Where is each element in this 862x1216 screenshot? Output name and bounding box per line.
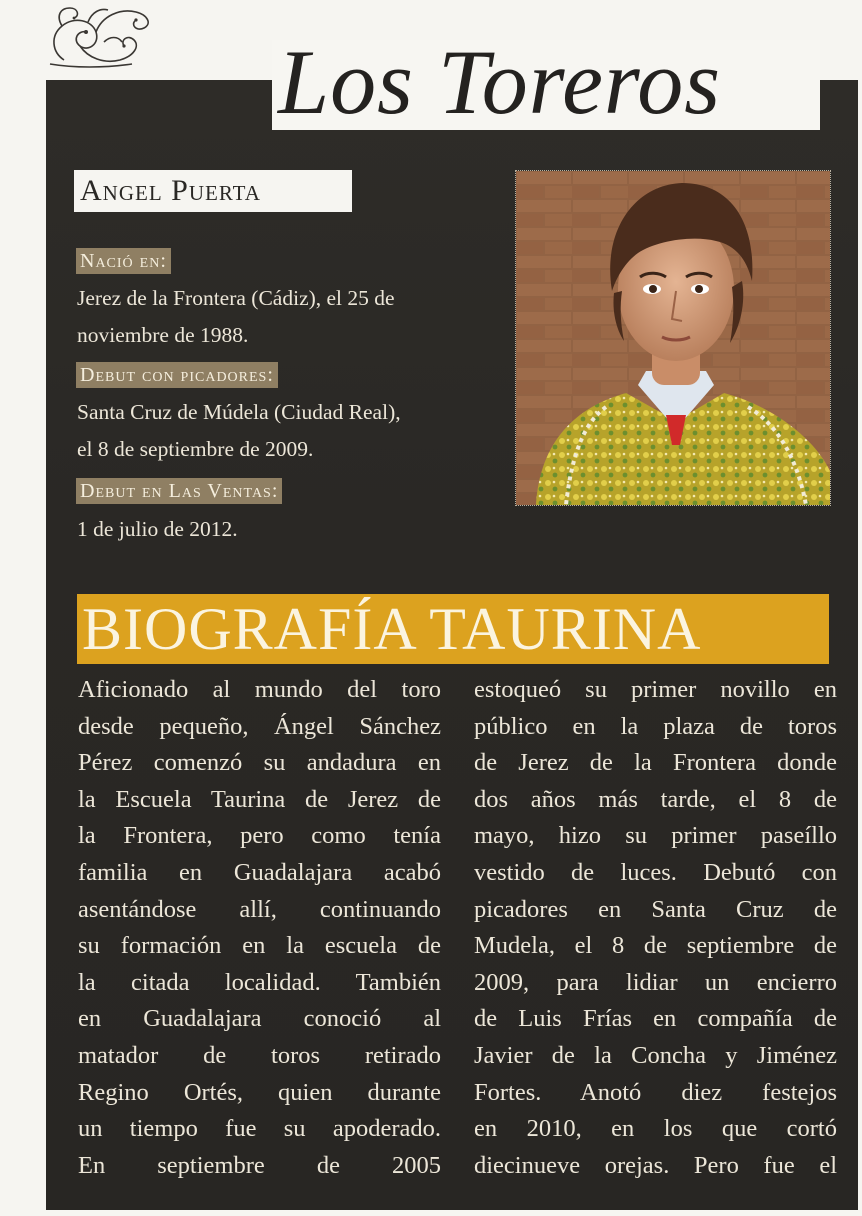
biography-column-1 [78,672,441,1184]
portrait-illustration [516,171,830,505]
text-line: desde pequeño, Ángel Sánchez [78,712,441,740]
text-line: la citada localidad. También [78,968,441,996]
text-line: público en la plaza de toros [474,712,837,740]
text-line: asentándose allí, continuando [78,895,441,923]
text-line: diecinueve orejas. Pero fue el [474,1151,837,1179]
fact-label-debut-picadores: Debut con picadores: [76,362,278,388]
fact-value-debut-picadores [77,394,497,468]
text-line: matador de toros retirado [78,1041,441,1069]
text-line: de Jerez de la Frontera donde [474,749,837,777]
page-title: Los Toreros [278,31,722,133]
flourish-ornament-icon [44,2,156,74]
text-line: En septiembre de 2005 [78,1151,441,1179]
fact-line: Santa Cruz de Múdela (Ciudad Real), [77,400,401,424]
text-line: mayo, hizo su primer paseíllo [474,822,837,850]
fact-line: 1 de julio de 2012. [77,517,238,541]
fact-line: el 8 de septiembre de 2009. [77,437,314,461]
text-line: 2009, para lidiar un encierro [474,968,837,996]
biography-column-2 [474,672,837,1184]
portrait-photo [515,170,831,506]
fact-label-birth: Nació en: [76,248,171,274]
fact-value-debut-ventas [77,511,497,548]
text-line: un tiempo fue su apoderado. [78,1115,441,1143]
text-line: Pérez comenzó su andadura en [78,749,441,777]
text-line: vestido de luces. Debutó con [474,858,837,886]
text-line: Javier de la Concha y Jiménez [474,1041,837,1069]
text-line: su formación en la escuela de [78,932,441,960]
text-line: Aficionado al mundo del toro [78,676,441,703]
section-heading: BIOGRAFÍA TAURINA [82,596,702,662]
text-line: Fortes. Anotó diez festejos [474,1078,837,1106]
text-line: la Frontera, pero como tenía [78,822,441,850]
fact-label-debut-ventas: Debut en Las Ventas: [76,478,282,504]
text-line: estoqueó su primer novillo en [474,676,837,703]
text-line: en 2010, en los que cortó [474,1115,837,1143]
text-line: de Luis Frías en compañía de [474,1005,837,1033]
fact-line: noviembre de 1988. [77,323,249,347]
text-line: Mudela, el 8 de septiembre de [474,932,837,960]
fact-line: Jerez de la Frontera (Cádiz), el 25 de [77,286,395,310]
text-line: la Escuela Taurina de Jerez de [78,785,441,813]
fact-value-birth [77,280,497,354]
text-line: dos años más tarde, el 8 de [474,785,837,813]
text-line: picadores en Santa Cruz de [474,895,837,923]
text-line: Regino Ortés, quien durante [78,1078,441,1106]
text-line: en Guadalajara conoció al [78,1005,441,1033]
torero-name: Angel Puerta [80,174,261,207]
text-line: familia en Guadalajara acabó [78,858,441,886]
